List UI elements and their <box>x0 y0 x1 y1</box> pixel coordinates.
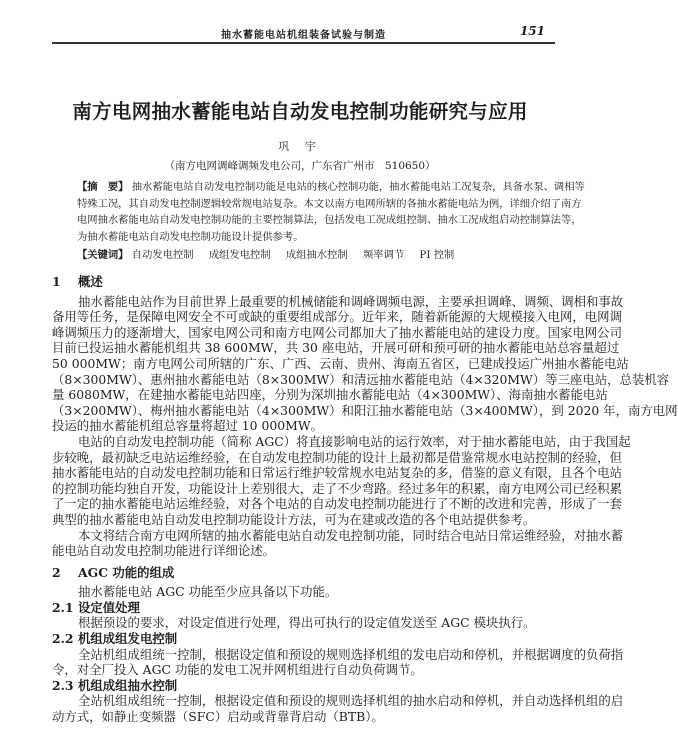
paragraph <box>52 615 555 631</box>
paragraph-line: 动方式，如静止变频器（SFC）启动或背靠背启动（BTB）。 <box>52 709 384 725</box>
paragraph-line: 了一定的抽水蓄能电站运维经验，对各个电站的自动发电控制功能进行了不断的改进和完善，形成了一套 <box>52 496 622 512</box>
subsection-number: 2.3 <box>52 677 74 693</box>
paragraph-line: 典型的抽水蓄能电站自动发电控制功能设计方法，可为在建或改造的各个电站提供参考。 <box>52 511 536 527</box>
keyword: 自动发电控制 <box>131 249 194 261</box>
paragraph-line: 步较晚，最初缺乏电站运维经验，在自动发电控制功能的设计上最初都是借鉴常规水电站控制的经验，但 <box>52 449 622 465</box>
keywords-label: 【关键词】 <box>77 249 129 261</box>
subsection-title: 机组成组抽水控制 <box>78 677 178 693</box>
abstract <box>77 179 585 245</box>
subsection-number: 2.2 <box>52 631 74 647</box>
section-title: 概述 <box>78 274 103 289</box>
section-number: 2 <box>52 564 61 580</box>
paragraph-line: （8×300MW）、惠州抽水蓄能电站（8×300MW）和清远抽水蓄能电站（4×320MW）等三座电站，总装机容 <box>52 371 670 387</box>
paragraph-line: 全站机组成组统一控制，根据设定值和预设的规则选择机组的抽水启动和停机，并自动选择机组的启 <box>78 693 624 709</box>
paragraph-line: 备用等任务，是保障电网安全不可或缺的重要组成部分。近年来，随着新能源的大规模接入电网，电网调 <box>52 309 622 325</box>
paragraph-line: 能电站自动发电控制功能进行详细论述。 <box>52 543 276 559</box>
page-number: 151 <box>519 24 545 38</box>
subsection-heading <box>52 600 555 616</box>
paragraph-line: 量 6080MW，在建抽水蓄能电站四座，分别为深圳抽水蓄能电站（4×300MW）、海南抽水蓄能电站 <box>52 387 608 403</box>
paragraph-line: 令，对全厂投入 AGC 功能的发电工况并网机组进行自动负荷调节。 <box>52 662 423 678</box>
keyword: 频率调节 <box>362 249 405 261</box>
abstract-line: 为抽水蓄能电站自动发电控制功能设计提供参考。 <box>77 230 304 243</box>
keyword: PI 控制 <box>419 249 455 261</box>
subsection-heading <box>52 631 555 647</box>
paragraph-line: 全站机组成组统一控制，根据设定值和预设的规则选择机组的发电启动和停机，并根据调度的负荷指 <box>78 646 624 662</box>
subsection-heading <box>52 678 555 694</box>
paragraph <box>52 693 624 725</box>
paragraph-line: 根据预设的要求，对设定值进行处理，得出可执行的设定值发送至 AGC 模块执行。 <box>78 615 536 631</box>
affiliation: （南方电网调峰调频发电公司，广东省广州市 510650） <box>164 160 436 172</box>
paragraph-line: 的控制功能均独自开发，功能设计上差别很大，走了不少弯路。经过多年的积累，南方电网公司已经积累 <box>52 480 622 496</box>
keywords <box>77 246 466 261</box>
subsection-number: 2.1 <box>52 599 74 615</box>
abstract-line <box>77 179 585 196</box>
section-heading <box>52 565 555 581</box>
paragraph <box>52 293 678 434</box>
paragraph-line: （3×200MW）、梅州抽水蓄能电站（4×300MW）和阳江抽水蓄能电站（3×400MW），到 2020 年，南方电网 <box>52 402 678 418</box>
paragraph-line: 峰调频压力的逐渐增大，国家电网公司和南方电网公司都加大了抽水蓄能电站的建设力度。国家电网公司 <box>52 324 622 340</box>
abstract-label: 【摘 要】 <box>77 181 129 193</box>
subsection-title: 机组成组发电控制 <box>78 631 178 647</box>
keyword: 成组抽水控制 <box>285 249 348 261</box>
body-text <box>52 268 678 725</box>
running-header <box>52 24 555 44</box>
journal-section-name: 抽水蓄能电站机组装备试验与制造 <box>221 30 386 41</box>
paragraph <box>52 646 624 678</box>
paragraph-line: 抽水蓄能电站 AGC 功能至少应具备以下功能。 <box>78 584 338 600</box>
paragraph <box>52 433 631 528</box>
paragraph-line: 目前已投运抽水蓄能机组共 38 600MW，共 30 座电站，开展可研和预可研的抽水蓄能电站总容量超过 <box>52 340 620 356</box>
paragraph-line: 投运的抽水蓄能机组总容量将超过 10 000MW。 <box>52 418 323 434</box>
paragraph <box>52 527 624 559</box>
paragraph-line: 50 000MW；南方电网公司所辖的广东、广西、云南、贵州、海南五省区，已建成投运广州抽水蓄能电站 <box>52 355 629 371</box>
keyword: 成组发电控制 <box>208 249 271 261</box>
paper-title: 南方电网抽水蓄能电站自动发电控制功能研究与应用 <box>72 100 528 123</box>
section-heading <box>52 274 555 290</box>
abstract-text: 抽水蓄能电站自动发电控制功能是电站的核心控制功能，抽水蓄能电站工况复杂，具备水泵、调相等 <box>131 181 585 193</box>
author: 巩 宇 <box>278 140 322 153</box>
subsection-title: 设定值处理 <box>78 599 140 615</box>
paragraph-line: 抽水蓄能电站作为目前世界上最重要的机械储能和调峰调频电源，主要承担调峰、调频、调相和事故 <box>78 293 624 309</box>
paragraph-line: 本文将结合南方电网所辖的抽水蓄能电站自动发电控制功能，同时结合电站日常运维经验，对抽水蓄 <box>78 527 624 543</box>
paragraph-line: 抽水蓄能电站的自动发电控制功能和日常运行维护较常规水电站复杂的多，借鉴的意义有限，且各个电站 <box>52 465 622 481</box>
abstract-line: 特殊工况，其自动发电控制逻辑较常规电站复杂。本文以南方电网所辖的各抽水蓄能电站为例，详细介绍了南方 <box>77 197 582 210</box>
paragraph-line: 电站的自动发电控制功能（简称 AGC）将直接影响电站的运行效率，对于抽水蓄能电站，由于我国起 <box>78 433 631 449</box>
abstract-line: 电网抽水蓄能电站自动发电控制功能的主要控制算法，包括发电工况成组控制、抽水工况成组启动控制算法等， <box>77 214 582 227</box>
section-number: 1 <box>52 274 61 289</box>
section-title: AGC 功能的组成 <box>78 564 175 580</box>
paragraph <box>52 584 555 600</box>
